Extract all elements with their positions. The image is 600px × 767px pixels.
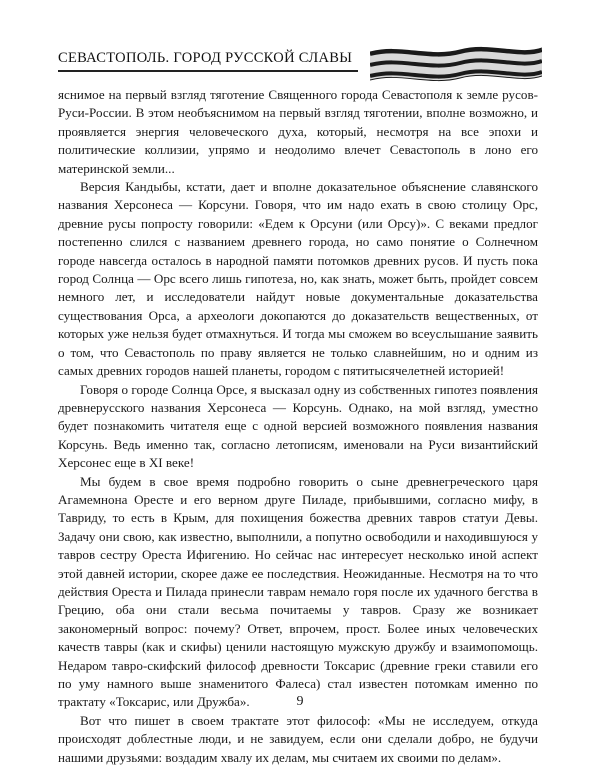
- paragraph: Мы будем в свое время подробно говорить о сыне древнегреческого царя Агамемнона Оресте и его верном друге Пиладе, прибывшими, согласно мифу, в Тавриду, то есть в Крым, для похищения божества древних тавров статуи Девы. Задачу они свою, как известно, выполнили, а попутно освободили и находившуюся у тавров сестру Ореста Ифигению. Но сейчас нас интересует несколько иной аспект этой давней истории, скорее даже ее последствия. Неожиданные. Несмотря на то что действия Ореста и Пилада принесли таврам немало горя после их удачного бегства в Грецию, оба они стали весьма почитаемы у тавров. Сразу же возникает закономерный вопрос: почему? Ответ, впрочем, прост. Более иных человеческих качеств тавры (как и скифы) ценили настоящую мужскую дружбу и взаимопомощь. Недаром тавро-скифский философ древности Токсарис (древние греки ставили его по уму намного выше знаменитого Фалеса) стал известен потомкам именно по трактату «Токсарис, или Дружба».: [58, 473, 538, 710]
- paragraph: Говоря о городе Солнца Орсе, я высказал одну из собственных гипотез появления древнерусского названия Херсонеса — Корсунь. Однако, на мой взгляд, уместно будет познакомить читателя еще с одной версией возможного появления названия Корсунь. Ведь именно так, согласно летописям, именовали на Руси византийский Херсонес еще в XI веке!: [58, 381, 538, 471]
- paragraph: Вот что пишет в своем трактате этот философ: «Мы не исследуем, откуда происходят доблестные люди, и не завидуем, если они сделали добро, не будучи нашими друзьями: воздадим хвалу их делам, мы считаем их своими по делам».: [58, 712, 538, 765]
- running-header-title: СЕВАСТОПОЛЬ. ГОРОД РУССКОЙ СЛАВЫ: [58, 50, 353, 66]
- running-header: [58, 40, 538, 84]
- paragraph: Версия Кандыбы, кстати, дает и вполне доказательное объяснение славянского названия Херсонеса — Корсуни. Говоря, что им надо ехать в свою столицу Орс, древние русы попросту говорили: «Едем к Орсуни (или Орсу)». С веками предлог постепенно слился с названием древнего города, но само понятие о Солнечном городе навсегда осталось в народной памяти потомков древних русов. И пусть пока город Солнца — Орс всего лишь гипотеза, но, как знать, может быть, пройдет совсем немного лет, и исследователи найдут новые документальные доказательства существования Орса, а археологи докопаются до доказательств вещественных, от которых уже нельзя будет отмахнуться. И тогда мы сможем во всеуслышание заявить о том, что Севастополь по праву является не только славнейшим, но и одним из самых древних городов нашей планеты, городом с пятитысячелетней историей!: [58, 179, 538, 379]
- paragraph: яснимое на первый взгляд тяготение Священного города Севастополя к земле русов-Руси-России. В этом необъяснимом на первый взгляд тяготении, вполне возможно, и проявляется энергия человеческого духа, который, несмотря на все эпохи и политические коллизии, упрямо и неодолимо влечет Севастополь в лоно его материнской земли...: [58, 87, 538, 176]
- body-text: [58, 86, 538, 767]
- st-george-ribbon-icon: [370, 40, 542, 84]
- header-rule: [58, 70, 358, 72]
- page-number: 9: [296, 694, 304, 709]
